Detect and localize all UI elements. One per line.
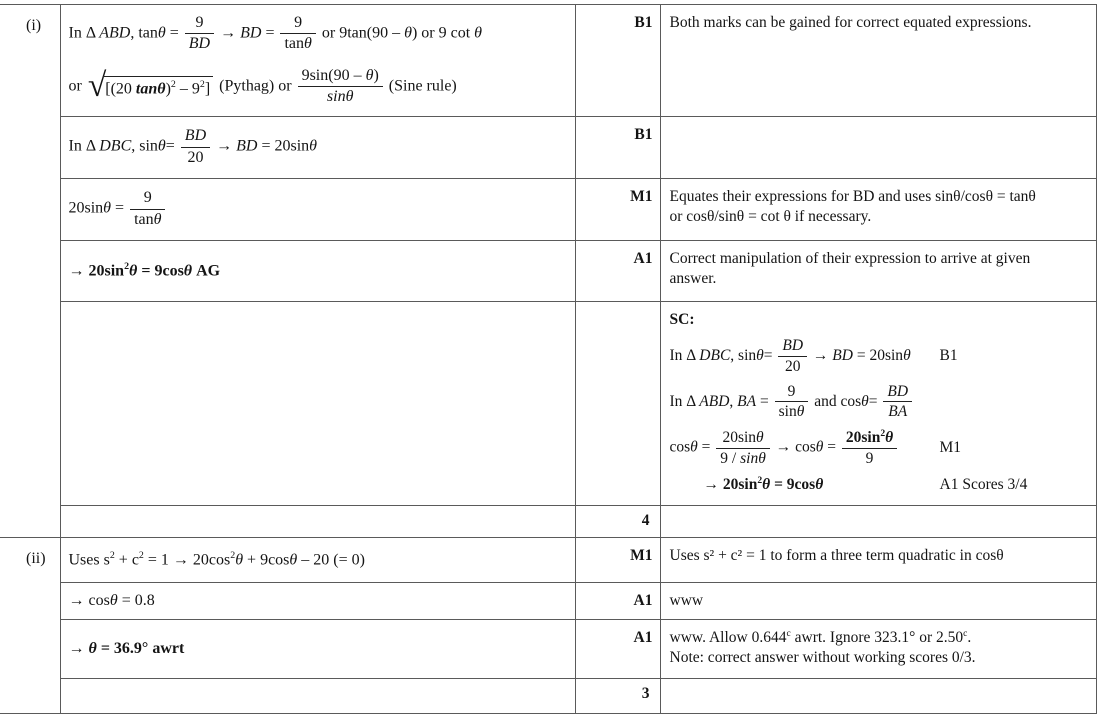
guidance-cell: [660, 537, 1096, 582]
math-text: , sin: [730, 346, 757, 364]
math-text: BD: [782, 337, 804, 355]
math-text: BA: [888, 403, 908, 421]
math-text: =: [756, 392, 773, 410]
superscript: 2: [230, 549, 236, 561]
math-text: θ: [289, 551, 298, 569]
guidance-text: Uses s² + c² = 1 to form a three term quadratic in cosθ: [669, 546, 1004, 564]
math-text: → 20sin: [703, 476, 758, 494]
working-cell: [60, 537, 575, 582]
math-text: – 20 (= 0): [297, 551, 365, 569]
math-text: tan: [284, 35, 305, 53]
math-text: θ: [157, 137, 166, 155]
sc-mark: M1: [939, 438, 962, 456]
math-text: θ: [309, 137, 318, 155]
math-text: 9: [195, 14, 204, 31]
superscript: 2: [199, 78, 205, 90]
math-text: (Sine rule): [384, 77, 457, 95]
math-text: =: [165, 137, 179, 155]
math-text: 20: [784, 357, 801, 375]
math-text: 20sin: [845, 429, 881, 447]
math-expression: [69, 67, 571, 107]
numerator: [298, 67, 383, 87]
math-text: + 9cos: [243, 551, 290, 569]
sc-line: [670, 383, 1090, 422]
guidance-text: Both marks can be gained for correct equated expressions.: [669, 14, 1032, 31]
math-text: 20sin: [68, 199, 104, 217]
math-text: = 1 → 20cos: [143, 551, 231, 569]
math-text: In Δ: [68, 137, 100, 155]
sc-line: [670, 337, 1090, 376]
superscript: 2: [880, 428, 886, 440]
math-text: = 0.8: [117, 591, 155, 609]
guidance-cell-empty: [660, 505, 1096, 537]
numerator: [842, 428, 897, 449]
math-text: θ: [109, 591, 118, 609]
math-expression: [69, 261, 571, 280]
math-text: θ: [796, 403, 805, 421]
math-text: 9: [294, 14, 303, 31]
numerator: [280, 14, 315, 34]
math-text: sinθ: [326, 88, 354, 106]
math-text: θ: [404, 24, 412, 42]
mark-cell-empty: [575, 301, 660, 505]
part-i-label: (i): [0, 5, 60, 538]
numerator: [883, 383, 912, 403]
math-expression: [69, 127, 571, 167]
denominator: [298, 87, 383, 106]
guidance-text: www: [669, 591, 704, 609]
mark-cell: B1: [575, 116, 660, 178]
math-text: or 9tan(90 –: [317, 24, 405, 42]
working-cell: [60, 5, 575, 117]
math-text: θ: [365, 66, 374, 84]
math-text: θ: [153, 210, 162, 228]
math-expression: [670, 383, 915, 422]
math-text: θ: [183, 262, 193, 280]
sc-line: [670, 475, 1090, 496]
mark-cell: M1: [575, 537, 660, 582]
math-text: θ: [129, 262, 138, 280]
mark-scheme-table: [0, 4, 1097, 714]
math-text: θ: [157, 24, 166, 42]
math-text: θ: [474, 24, 482, 42]
math-text: ) or 9 cot: [411, 24, 475, 42]
superscript: 2: [170, 78, 176, 90]
math-text: ): [373, 66, 379, 84]
working-cell: [60, 116, 575, 178]
sc-heading: SC:: [669, 310, 695, 328]
superscript: c: [963, 627, 968, 639]
math-text: .: [967, 628, 972, 646]
math-text: θ: [103, 199, 112, 217]
math-text: θ: [690, 438, 698, 456]
superscript: 2: [138, 549, 144, 561]
math-text: awrt. Ignore 323.1° or 2.50: [790, 628, 964, 646]
math-text: = 20sin: [852, 346, 904, 364]
fraction: [185, 14, 214, 54]
denominator: [716, 449, 770, 468]
math-text: or: [68, 77, 86, 95]
math-text: www. Allow 0.644: [669, 628, 787, 646]
guidance-text: Note: correct answer without working scores 0/3.: [669, 649, 976, 667]
radical-sign-icon: √: [87, 67, 107, 105]
mark-cell: A1: [575, 240, 660, 301]
numerator: [778, 337, 807, 357]
math-text: = 36.9° awrt: [96, 639, 185, 657]
math-text: 20: [187, 148, 204, 166]
math-text: = 9cos: [770, 476, 816, 494]
math-text: θ: [903, 346, 911, 364]
math-expression: [670, 428, 900, 468]
numerator: [185, 14, 214, 34]
fraction: [280, 14, 315, 54]
superscript: 2: [124, 260, 130, 272]
math-text: θ: [815, 476, 824, 494]
guidance-text: answer.: [669, 270, 717, 288]
math-text: → cos: [68, 591, 110, 609]
math-text: θ: [861, 392, 869, 410]
superscript: 2: [757, 475, 763, 487]
math-text: =: [868, 392, 882, 410]
sc-mark: A1 Scores 3/4: [939, 476, 1028, 494]
math-text: ): [165, 79, 171, 97]
guidance-cell: [660, 240, 1096, 301]
guidance-text: Correct manipulation of their expression to arrive at given: [669, 249, 1031, 267]
guidance-text: Equates their expressions for BD and uses sinθ/cosθ = tanθ: [669, 187, 1036, 205]
mark-cell: A1: [575, 582, 660, 619]
part-i-total-marks: 4: [575, 505, 660, 537]
math-text: and cos: [810, 392, 862, 410]
math-text: θ: [815, 438, 824, 456]
math-text: →: [809, 346, 833, 364]
math-text: tan: [134, 210, 154, 228]
guidance-text: [670, 628, 1090, 649]
math-text: =: [165, 24, 183, 42]
numerator: [130, 189, 165, 209]
math-text: 9: [865, 450, 874, 468]
math-expression: [69, 640, 571, 658]
working-cell-empty: [60, 678, 575, 713]
fraction: [778, 337, 807, 376]
math-text: + c: [114, 551, 139, 569]
sc-mark: B1: [939, 347, 958, 365]
math-text: θ: [762, 476, 771, 494]
math-text: [(20: [105, 79, 136, 97]
math-text: sin: [778, 403, 797, 421]
math-text: =: [697, 438, 715, 456]
math-text: BA: [737, 392, 757, 410]
guidance-cell-empty: [660, 678, 1096, 713]
denominator: [775, 402, 809, 421]
math-text: → 20sin: [68, 262, 125, 280]
math-text: θ: [756, 428, 764, 446]
math-text: θ: [235, 551, 244, 569]
math-text: 9: [787, 382, 796, 400]
guidance-cell: [660, 582, 1096, 619]
fraction: [883, 383, 912, 422]
math-text: =: [823, 438, 840, 456]
superscript: 2: [109, 549, 115, 561]
working-cell-empty: [60, 301, 575, 505]
denominator: [280, 34, 315, 53]
math-text: In Δ: [68, 24, 100, 42]
guidance-cell: [660, 5, 1096, 117]
working-cell: [60, 178, 575, 240]
working-cell: [60, 240, 575, 301]
math-text: In Δ: [669, 346, 700, 364]
math-text: cos: [669, 438, 691, 456]
math-expression: [69, 592, 571, 610]
part-ii-label: (ii): [0, 537, 60, 713]
denominator: [181, 148, 210, 167]
math-text: = 20sin: [257, 137, 310, 155]
mark-cell: M1: [575, 178, 660, 240]
fraction: [842, 428, 897, 468]
guidance-cell: [660, 178, 1096, 240]
fraction: [298, 67, 383, 107]
math-text: θ: [304, 35, 312, 53]
math-text: tanθ: [135, 79, 166, 97]
math-text: →: [216, 24, 241, 42]
denominator: [883, 402, 912, 421]
math-text: BD: [240, 24, 262, 42]
math-text: =: [763, 346, 777, 364]
working-cell: [60, 619, 575, 678]
math-text: 9sin(90 –: [301, 66, 366, 84]
math-text: 20sin: [722, 428, 757, 446]
mark-cell: B1: [575, 5, 660, 117]
math-text: →: [68, 639, 89, 657]
math-text: ABD: [99, 24, 131, 42]
math-text: ]: [204, 79, 211, 97]
math-text: , sin: [131, 137, 158, 155]
working-cell-empty: [60, 505, 575, 537]
math-text: 9 /: [720, 449, 741, 467]
math-text: sinθ: [740, 449, 766, 467]
working-cell: [60, 582, 575, 619]
math-text: ,: [729, 392, 738, 410]
math-expression: [69, 189, 571, 229]
denominator: [778, 357, 807, 376]
math-text: =: [111, 199, 129, 217]
math-text: θ: [756, 346, 764, 364]
mark-cell: A1: [575, 619, 660, 678]
math-text: 9: [143, 189, 152, 207]
denominator: [185, 34, 214, 53]
guidance-cell: [660, 619, 1096, 678]
math-expression: [670, 337, 911, 376]
denominator: [130, 210, 165, 229]
fraction: [716, 429, 770, 468]
numerator: [716, 429, 770, 449]
denominator: [842, 449, 897, 468]
sc-line: [670, 428, 1090, 468]
math-text: =: [261, 24, 279, 42]
math-text: BD: [184, 127, 207, 145]
radicand: [103, 76, 213, 98]
numerator: [181, 127, 210, 147]
math-text: Uses s: [68, 551, 110, 569]
math-text: θ: [885, 429, 894, 447]
math-text: DBC: [99, 137, 132, 155]
math-text: θ: [88, 639, 97, 657]
numerator: [775, 383, 809, 403]
guidance-text: or cosθ/sinθ = cot θ if necessary.: [669, 208, 872, 226]
math-text: (Pythag) or: [215, 77, 296, 95]
math-text: BD: [832, 346, 853, 364]
fraction: [181, 127, 210, 167]
math-text: BD: [236, 137, 258, 155]
sqrt-radical: [87, 67, 213, 105]
math-text: – 9: [175, 79, 200, 97]
math-text: DBC: [699, 346, 731, 364]
math-text: , tan: [130, 24, 158, 42]
fraction: [130, 189, 165, 229]
math-text: In Δ: [669, 392, 700, 410]
superscript: c: [786, 627, 791, 639]
part-ii-total-marks: 3: [575, 678, 660, 713]
math-text: →: [212, 137, 237, 155]
guidance-sc-cell: [660, 301, 1096, 505]
math-expression: [69, 14, 571, 54]
guidance-cell: [660, 116, 1096, 178]
math-expression: [69, 550, 571, 569]
fraction: [775, 383, 809, 422]
math-text: = 9cos: [137, 262, 184, 280]
math-text: ABD: [699, 392, 730, 410]
math-text: → cos: [771, 438, 816, 456]
math-text: BD: [887, 382, 909, 400]
math-expression: [704, 475, 824, 496]
math-text: BD: [188, 35, 211, 53]
math-text: AG: [192, 262, 221, 280]
